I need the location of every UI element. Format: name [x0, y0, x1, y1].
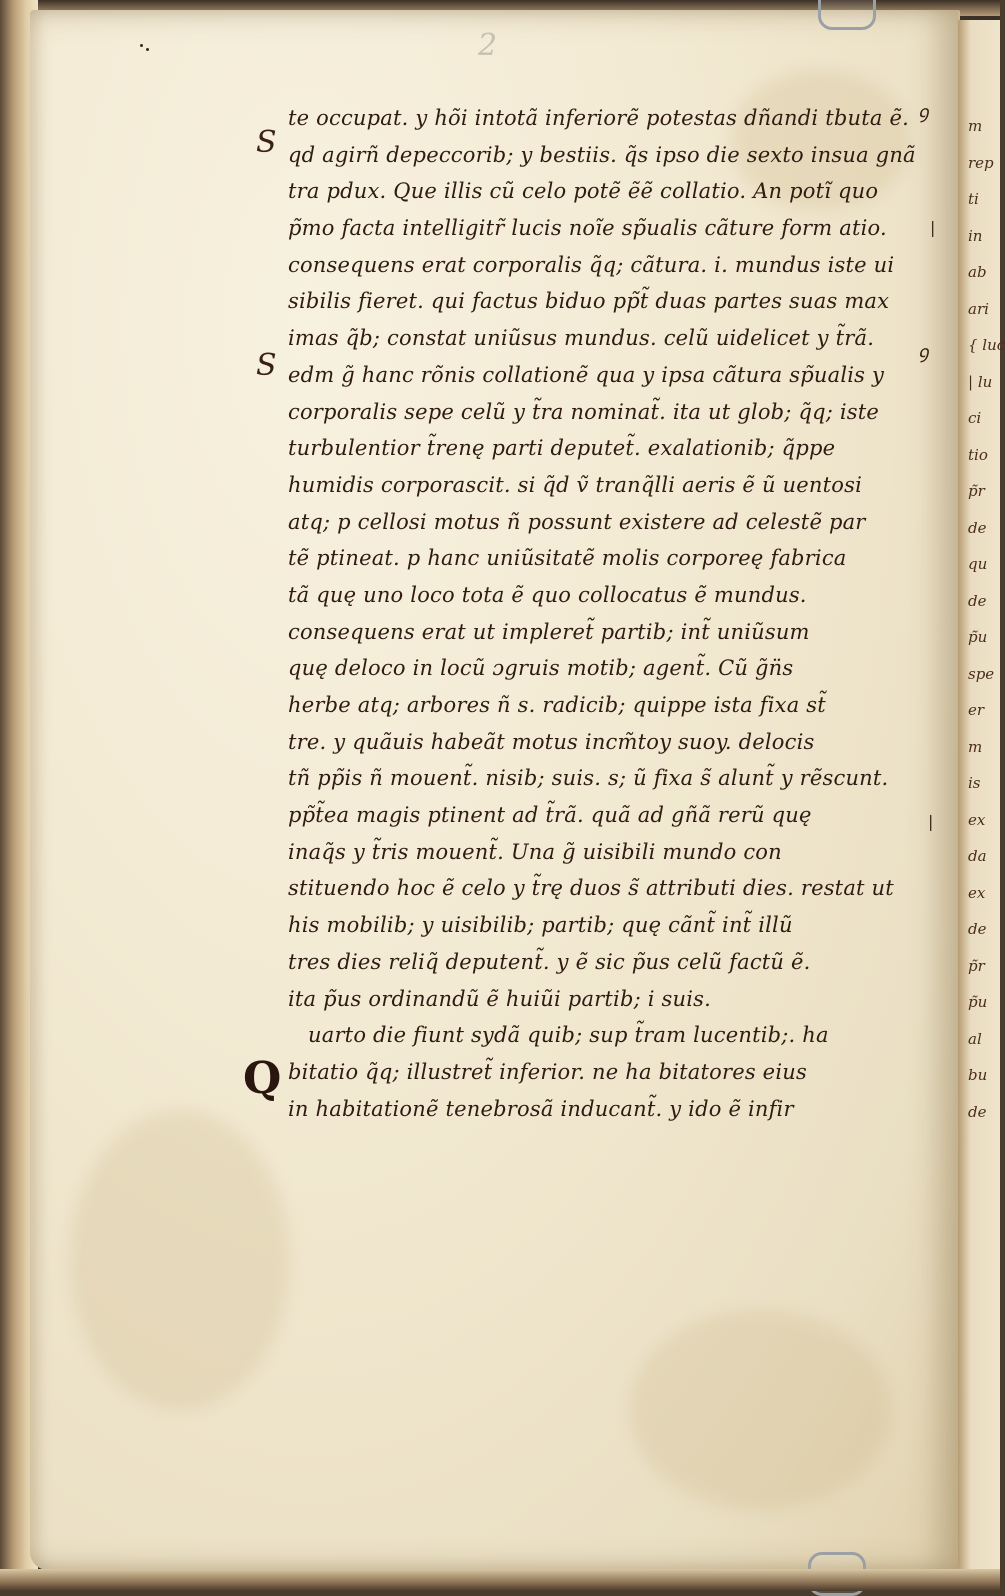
text-line: his mobilib; y uisibilib; partib; quę cãnt̃ int̃ illũ [288, 913, 793, 938]
text-line: inaq̃s y t̃ris mouent̃. Una g̃ uisibili mundo con [288, 839, 782, 864]
decorated-initial: Q [243, 1053, 282, 1104]
next-leaf-fragment: qu [968, 555, 988, 573]
next-leaf-fragment: is [968, 774, 981, 792]
next-leaf-fragment: bu [968, 1066, 988, 1084]
next-leaf-fragment: p̃r [968, 482, 985, 500]
text-line: consequens erat corporalis q̃q; cãtura. i. mundus iste ui [288, 252, 895, 277]
text-line: herbe atq; arbores ñ s. radicib; quippe ista fixa st̃ [288, 693, 826, 717]
text-line: in habitationẽ tenebrosã inducant̃. y ido ẽ infir [288, 1096, 794, 1121]
top-clasp [818, 0, 876, 30]
text-line: tra pdux. Que illis cũ celo potẽ ẽẽ collatio. An potĩ quo [288, 179, 879, 204]
margin-mark-con-1: ꝯ [918, 102, 929, 123]
manuscript-text-block [288, 100, 918, 1127]
text-line: tñ pp̃is ñ mouent̃. nisib; suis. s; ũ fixa s̃ alunt̃ y rẽscunt. [288, 766, 889, 791]
next-leaf-fragment: ab [968, 263, 987, 281]
text-line: stituendo hoc ẽ celo y t̃rę duos s̃ attributi dies. restat ut [288, 876, 894, 901]
text-line: turbulentior t̃renę parti deputet̃. exalationib; q̃ppe [288, 436, 836, 461]
text-line: atq; p cellosi motus ñ possunt existere ad celestẽ par [288, 509, 866, 534]
next-leaf-fragment: p̃u [968, 628, 988, 646]
next-leaf-fragment: rep [968, 153, 994, 172]
text-line: tã quę uno loco tota ẽ quo collocatus ẽ mundus. [288, 582, 807, 607]
next-leaf-fragment: ex [968, 810, 986, 829]
next-leaf-fragment: de [968, 920, 987, 938]
bottom-page-edge [0, 1569, 1000, 1591]
text-line: tre. y quãuis habeãt motus incm̃toy suoy. delocis [288, 729, 815, 754]
next-leaf-fragment: er [968, 701, 985, 719]
next-leaf-fragment: p̃u [968, 993, 988, 1011]
text-line: corporalis sepe celũ y t̃ra nominat̃. ita ut glob; q̃q; iste [288, 399, 880, 424]
text-line: te occupat. y hõi intotã inferiorẽ potestas dñandi tbuta ẽ. [288, 106, 909, 130]
text-line: tres dies reliq̃ deputent̃. y ẽ sic p̃us celũ factũ ẽ. [288, 949, 811, 974]
text-line: edm g̃ hanc rõnis collationẽ qua y ipsa cãtura sp̃ualis y [288, 362, 885, 387]
next-leaf-fragment: | lu [968, 372, 993, 391]
margin-mark-bar-2: | [928, 812, 934, 831]
next-leaf-fragment: tio [968, 445, 988, 464]
text-line: bitatio q̃q; illustret̃ inferior. ne ha bitatores eius [288, 1059, 807, 1084]
text-line: tẽ ptineat. p hanc uniũsitatẽ molis corporeę fabrica [288, 546, 847, 571]
text-line: ita p̃us ordinandũ ẽ huiũi partib; i suis. [288, 986, 712, 1011]
text-line: imas q̃b; constat uniũsus mundus. celũ uidelicet y t̃rã. [288, 326, 875, 351]
text-line: uarto die fiunt sydã quib; sup t̃ram lucentib;. ha [308, 1023, 829, 1048]
text-line: humidis corporascit. si q̃d ṽ tranq̃lli aeris ẽ ũ uentosi [288, 472, 862, 497]
next-leaf-fragment: da [968, 847, 987, 865]
text-line: sibilis fieret. qui factus biduo pp̃t̃ duas partes suas max [288, 289, 890, 314]
folio-number: 2 [478, 28, 498, 63]
text-line: consequens erat ut impleret̃ partib; int̃ uniũsum [288, 619, 810, 644]
next-leaf-fragment: m [968, 737, 983, 756]
margin-mark-s-1: S [256, 125, 277, 160]
margin-mark-bar-1: | [930, 218, 936, 237]
next-leaf-fragment: ti [968, 190, 979, 208]
next-leaf-fragment: al [968, 1029, 982, 1048]
next-leaf-fragment: de [968, 518, 987, 537]
next-leaf-fragment: m [968, 117, 983, 135]
next-leaf-fragment: ci [968, 409, 982, 427]
next-leaf-fragment: de [968, 1102, 987, 1121]
margin-mark-con-2: ꝯ [918, 342, 929, 363]
next-leaf-fragment: { luc [968, 336, 1005, 354]
text-line: p̃mo facta intelligitr̃ lucis noĩe sp̃ualis cãture form atio. [288, 216, 887, 241]
next-leaf-fragment: in [968, 226, 983, 245]
text-line: qd agirñ depeccorib; y bestiis. q̃s ipso die sexto insua gnã [288, 142, 916, 167]
text-line: pp̃t̃ea magis ptinent ad t̃rã. quã ad gñã rerũ quę [288, 803, 812, 828]
margin-mark-s-2: S [256, 348, 277, 383]
next-leaf-fragment: de [968, 591, 987, 610]
text-line: quę deloco in locũ ɔgruis motib; agent̃. Cũ g̃n̈s [288, 656, 794, 681]
next-leaf-text [968, 108, 1005, 1130]
next-leaf-fragment: ex [968, 883, 986, 902]
next-leaf-fragment: ari [968, 299, 989, 318]
next-leaf-fragment: spe [968, 664, 995, 683]
next-leaf-fragment: p̃r [968, 956, 985, 975]
